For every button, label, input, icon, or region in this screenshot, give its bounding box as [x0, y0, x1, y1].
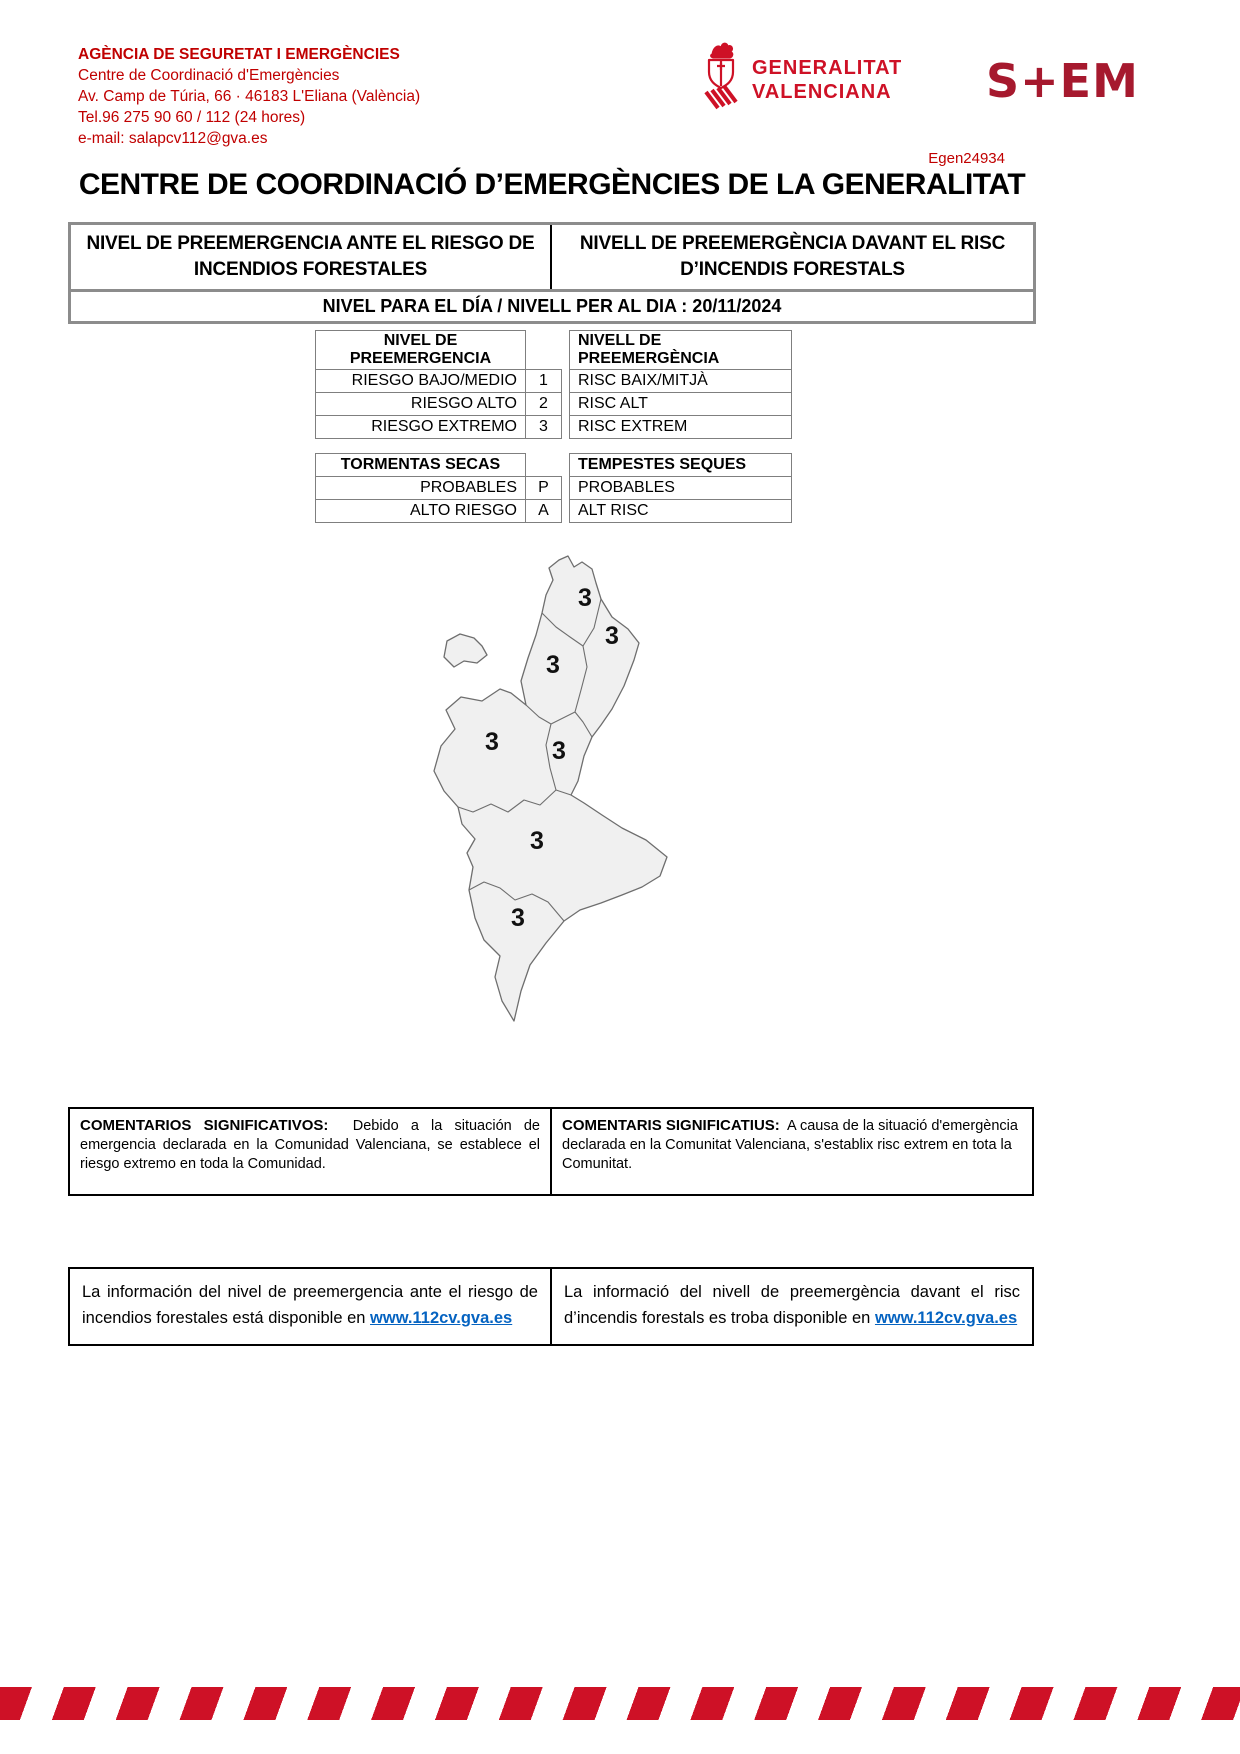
- gv-emblem-icon: [698, 40, 744, 119]
- legend-row-label-va: RISC BAIX/MITJÀ: [570, 370, 792, 393]
- agency-address-block: [78, 44, 420, 149]
- zone-risk-label: 3: [530, 827, 544, 855]
- preemergency-header-table: [68, 222, 1036, 324]
- zone-risk-label: 3: [605, 622, 619, 650]
- legend-row-code: P: [526, 477, 562, 500]
- legend-row-code: 1: [526, 370, 562, 393]
- legend-row-label-va: ALT RISC: [570, 500, 792, 523]
- legend-row-label-es: RIESGO ALTO: [316, 393, 526, 416]
- comments-text-va: A causa de la situació d'emergència declarada en la Comunitat Valenciana, s'establix risc extrem en tota la Comunitat.: [562, 1118, 1018, 1172]
- header-cell-va: NIVELL DE PREEMERGÈNCIA DAVANT EL RISC D’INCENDIS FORESTALS: [579, 233, 1006, 280]
- legend-levels-header-va: NIVELL DE PREEMERGÈNCIA: [570, 331, 792, 370]
- legend-row-label-va: RISC ALT: [570, 393, 792, 416]
- legend-levels: [315, 330, 792, 439]
- legend-levels-right-table: [569, 330, 792, 439]
- legend-row-label-va: RISC EXTREM: [570, 416, 792, 439]
- gv-logo-wordmark: [752, 56, 902, 104]
- sem-logo: S+EM: [986, 54, 1139, 108]
- agency-name: AGÈNCIA DE SEGURETAT I EMERGÈNCIES: [78, 46, 400, 63]
- zone-risk-label: 3: [546, 651, 560, 679]
- legend-storms-header-code-spacer: [526, 454, 562, 477]
- comments-row: [68, 1107, 1036, 1196]
- doc-reference: Egen24934: [928, 150, 1005, 167]
- gv-logo-line1: GENERALITAT: [752, 56, 903, 79]
- agency-phone: Tel.96 275 90 60 / 112 (24 hores): [78, 109, 306, 126]
- legend-storms-header-va: TEMPESTES SEQUES: [570, 454, 792, 477]
- agency-email: e-mail: salapcv112@gva.es: [78, 130, 268, 147]
- legend-levels-left-table: [315, 330, 562, 439]
- page-title: CENTRE DE COORDINACIÓ D’EMERGÈNCIES DE LA GENERALITAT: [78, 168, 1026, 201]
- info-link-es[interactable]: www.112cv.gva.es: [370, 1309, 513, 1327]
- comments-box-va: [550, 1107, 1034, 1196]
- legend-levels-header-code-spacer: [526, 331, 562, 370]
- valencia-region-risk-map: [415, 540, 675, 1060]
- legend-row-code: 3: [526, 416, 562, 439]
- legend-row-label-es: ALTO RIESGO: [316, 500, 526, 523]
- agency-dept: Centre de Coordinació d'Emergències: [78, 67, 340, 84]
- legend-storms-right-table: [569, 453, 792, 523]
- legend-area: [315, 330, 792, 523]
- legend-storms-header-es: TORMENTAS SECAS: [316, 454, 526, 477]
- info-text-es: La información del nivel de preemergencia ante el riesgo de incendios forestales está disponible en: [82, 1283, 538, 1327]
- legend-storms: [315, 453, 792, 523]
- legend-levels-header-es: NIVEL DE PREEMERGENCIA: [316, 331, 526, 370]
- bottom-stripe-band: [0, 1687, 1240, 1720]
- map-svg: [415, 540, 675, 1060]
- map-exclave-outline: [444, 634, 487, 667]
- info-text-va: La informació del nivell de preemergència davant el risc d’incendis forestals es troba disponible en: [564, 1283, 1020, 1327]
- legend-row-label-es: PROBABLES: [316, 477, 526, 500]
- zone-risk-label: 3: [511, 904, 525, 932]
- legend-row-code: A: [526, 500, 562, 523]
- map-region-outline: [434, 556, 667, 1021]
- legend-row-label-es: RIESGO EXTREMO: [316, 416, 526, 439]
- legend-row-label-es: RIESGO BAJO/MEDIO: [316, 370, 526, 393]
- info-box-es: [68, 1267, 552, 1346]
- agency-address: Av. Camp de Túria, 66 · 46183 L'Eliana (València): [78, 88, 421, 105]
- info-box-va: [550, 1267, 1034, 1346]
- zone-risk-label: 3: [485, 728, 499, 756]
- availability-info-row: [68, 1267, 1036, 1346]
- legend-row-code: 2: [526, 393, 562, 416]
- comments-label-es: COMENTARIOS SIGNIFICATIVOS:: [80, 1117, 329, 1134]
- zone-risk-label: 3: [552, 737, 566, 765]
- comments-box-es: [68, 1107, 552, 1196]
- gv-logo-line2: VALENCIANA: [752, 80, 892, 103]
- header-cell-es: NIVEL DE PREEMERGENCIA ANTE EL RIESGO DE INCENDIOS FORESTALES: [71, 225, 552, 289]
- comments-label-va: COMENTARIS SIGNIFICATIUS:: [562, 1117, 780, 1134]
- zone-risk-label: 3: [578, 584, 592, 612]
- generalitat-valenciana-logo: [698, 40, 902, 119]
- info-link-va[interactable]: www.112cv.gva.es: [874, 1309, 1018, 1327]
- legend-row-label-va: PROBABLES: [570, 477, 792, 500]
- level-day-row: NIVEL PARA EL DÍA / NIVELL PER AL DIA : 20/11/2024: [71, 289, 1033, 321]
- comments-text-es: Debido a la situación de emergencia declarada en la Comunidad Valenciana, se establece el riesgo extremo en toda la Comunidad.: [80, 1118, 540, 1172]
- legend-storms-left-table: [315, 453, 562, 523]
